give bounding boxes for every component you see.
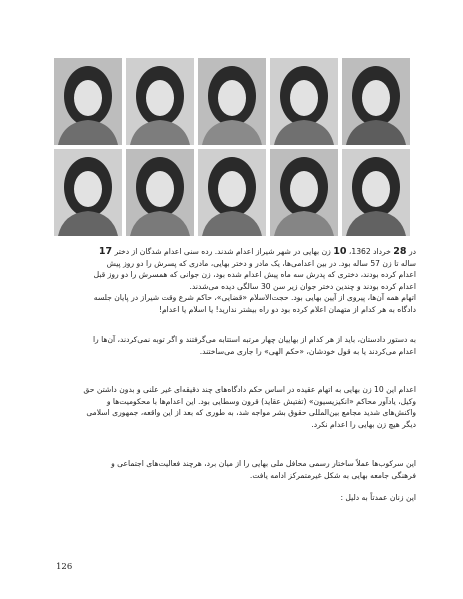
portrait-image (342, 149, 410, 236)
paragraph-prosecutor-order (56, 334, 416, 357)
portrait-image (54, 58, 122, 145)
text-run: خرداد 1362، (348, 247, 391, 256)
portrait-image (54, 149, 122, 236)
paragraph-line: ساله تا زن 57 ساله بود. در بین اعدامی‌ها، یک مادر و دختر بهایی، مادری که پسرش را دو روز پیش (106, 258, 416, 268)
paragraph-line: دادگاه به هر کدام از متهمان اعلام کرده بود دو راه بیشتر ندارید! یا اسلام یا اعدام! (158, 304, 416, 314)
portrait-photo-grid (54, 58, 410, 236)
victim-count: 10 (333, 246, 347, 257)
portrait-photo (126, 58, 194, 145)
portrait-image (198, 149, 266, 236)
min-age: 17 (98, 246, 113, 257)
paragraph-line: دیگر هیچ زن بهایی را اعدام نکرد. (311, 419, 416, 429)
paragraph-line: این زنان عمدتاً به دلیل : (340, 493, 416, 502)
paragraph-executions (56, 246, 416, 316)
portrait-photo (270, 58, 338, 145)
text-run: زن بهایی در شهر شیراز اعدام شدند. رده سنی اعدام شدگان از دختر (114, 247, 331, 256)
portrait-photo (270, 149, 338, 236)
portrait-image (126, 58, 194, 145)
portrait-photo (54, 149, 122, 236)
paragraph-line: اتهام همه آن‌ها، پیروی از آیین بهایی بود. حجت‌الاسلام «قضایی»، حاکم شرع وقت شیراز در پایان جلسه (93, 293, 416, 303)
paragraph-international-reaction (56, 384, 416, 430)
paragraph-line: فرهنگی جامعه بهایی به شکل غیرمتمرکز ادامه یافت. (249, 470, 416, 480)
date-day: 28 (393, 246, 407, 257)
paragraph-repression (56, 458, 416, 481)
portrait-image (270, 149, 338, 236)
portrait-image (198, 58, 266, 145)
paragraph-line: اعدام این 10 زن بهایی به اتهام عقیده در اساس حکم دادگاه‌های چند دقیقه‌ای غیر علنی و بدون داشتن حق (83, 385, 416, 394)
page-number: 126 (56, 562, 73, 572)
paragraph-line: اعدام کرده بودند، دختری که پدرش سه ماه پیش اعدام شده بود، زن جوانی که همسرش را دو روز قبل (93, 270, 416, 280)
portrait-photo (342, 58, 410, 145)
portrait-photo (198, 149, 266, 236)
paragraph-line: اعدام کرده بودند و چندین دختر جوان زیر سن 30 سالگی دیده می‌شدند. (189, 281, 416, 291)
portrait-photo (342, 149, 410, 236)
paragraph-reasons (56, 492, 416, 504)
portrait-image (126, 149, 194, 236)
portrait-photo (54, 58, 122, 145)
text-run: در (408, 247, 416, 256)
paragraph-line: به دستور دادستان، باید از هر کدام از بهاییان چهار مرتبه استتابه می‌گرفتند و اگر توبه نمی‌کردند، آن‌ها را (92, 335, 416, 344)
paragraph-line (56, 246, 416, 258)
paragraph-line: وکیل، یادآور محاکم «انکیزیسیون» (تفتیش عقاید) قرون وسطایی بود. این اعدام‌ها با محکومیت‌ها و (106, 396, 416, 406)
paragraph-line: اعدام می‌کردند یا به قول خودشان، «حکم الهی» را جاری می‌ساختند. (199, 346, 416, 356)
portrait-photo (126, 149, 194, 236)
portrait-image (270, 58, 338, 145)
paragraph-line: این سرکوب‌ها عملاً ساختار رسمی محافل ملی بهایی را از میان برد، هرچند فعالیت‌های اجتماعی و (111, 459, 416, 468)
portrait-photo (198, 58, 266, 145)
portrait-image (342, 58, 410, 145)
paragraph-line: واکنش‌های شدید مجامع بین‌المللی حقوق بشر مواجه شد، به طوری که بعد از این واقعه، جمهوری اسلامی (86, 408, 416, 418)
